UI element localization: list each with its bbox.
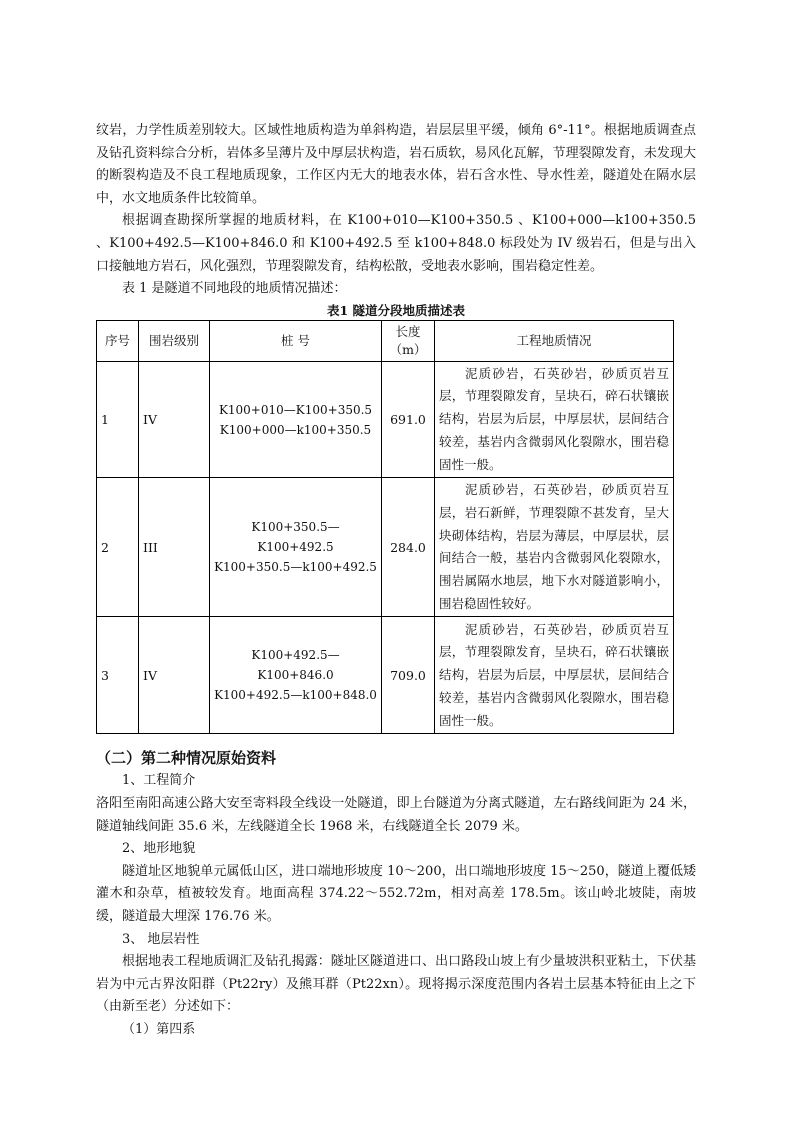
description-text: 泥质砂岩，石英砂岩，砂质页岩互层，岩石新鲜，节理裂隙不甚发育，呈大块砌体结构，岩层为薄层，中厚层状，层间结合一般，基岩内含微弱风化裂隙水，围岩属隔水地层，地下水对隧道影响小，围岩稳固性较好。 (439, 482, 669, 611)
row-stake (210, 478, 382, 617)
subsection-title-project: 1、工程简介 (122, 773, 196, 789)
section-heading: （二）第二种情况原始资料 (96, 749, 277, 768)
description-text: 泥质砂岩，石英砂岩，砂质页岩互层，节理裂隙发育，呈块石，碎石状镶嵌结构，岩层为后层，中厚层状，层间结合较差，基岩内含微弱风化裂隙水，围岩稳固性一般。 (439, 621, 669, 728)
stake-line: K100+350.5—K100+492.5 (251, 520, 340, 555)
row-stake (210, 361, 382, 478)
stake-line: K100+350.5—k100+492.5 (214, 560, 377, 575)
row-description (435, 361, 674, 478)
project-paragraph: 洛阳至南阳高速公路大安至寄料段全线设一处隧道，即上台隧道为分离式隧道，左右路线间距为 24 米，隧道轴线间距 35.6 米，左线隧道全长 1968 米，右线隧道全长 2079 米。 (96, 796, 696, 834)
intro-paragraph-3: 表 1 是隧道不同地段的地质情况描述： (122, 281, 347, 297)
strata-paragraph: 根据地表工程地质调汇及钻孔揭露：隧址区隧道进口、出口路段山坡上有少量坡洪积亚粘土，下伏基岩为中元古界汝阳群（Pt22ry）及熊耳群（Pt22xn）。现将揭示深度范围内各岩土层基本特征由上之下（由新至老）分述如下： (96, 954, 696, 1015)
row-length: 691.0 (382, 361, 435, 478)
row-length: 709.0 (382, 617, 435, 734)
subsection-title-terrain: 2、地形地貌 (122, 841, 196, 857)
header-stake: 桩 号 (210, 320, 382, 361)
header-length: 长度（m） (382, 320, 435, 361)
strata-item-quaternary: （1）第四系 (122, 1022, 196, 1038)
table-caption: 表1 隧道分段地质描述表 (326, 302, 466, 318)
row-description (435, 478, 674, 617)
table-header-row (97, 320, 674, 361)
row-no: 3 (97, 617, 139, 734)
header-grade: 围岩级别 (139, 320, 210, 361)
table-row (97, 478, 674, 617)
intro-paragraph-2: 根据调查勘探所掌握的地质材料，在 K100+010—K100+350.5 、K100+000—k100+350.5 、K100+492.5—K100+846.0 和 K100+492.5 至 k100+848.0 标段处为 IV 级岩石，但是与出入口接触地方岩石，风化强烈，节理裂隙发育，结构松散，受地表水影响，围岩稳定性差。 (96, 213, 696, 274)
stake-line: K100+492.5—K100+846.0 (251, 648, 340, 683)
row-grade: IV (139, 361, 210, 478)
row-grade: IV (139, 617, 210, 734)
stake-line: K100+010—K100+350.5 (218, 402, 373, 417)
row-no: 1 (97, 361, 139, 478)
row-stake (210, 617, 382, 734)
terrain-paragraph: 隧道址区地貌单元属低山区，进口端地形坡度 10～200，出口端地形坡度 15～250，隧道上覆低矮灌木和杂草，植被较发育。地面高程 374.22～552.72m，相对高差 178.5m。该山岭北坡陡，南坡缓，隧道最大埋深 176.76 米。 (96, 863, 696, 925)
document-page (96, 120, 696, 1042)
intro-paragraph-1: 纹岩，力学性质差别较大。区域性地质构造为单斜构造，岩层层里平缓，倾角 6°-11°。根据地质调查点及钻孔资料综合分析，岩体多呈薄片及中厚层状构造，岩石质软，易风化瓦解，节理裂隙发育，未发现大的断裂构造及不良工程地质现象，工作区内无大的地表水体，岩石含水性、导水性差，隧道处在隔水层中，水文地质条件比较简单。 (96, 123, 696, 206)
header-no: 序号 (97, 320, 139, 361)
row-grade: III (139, 478, 210, 617)
row-no: 2 (97, 478, 139, 617)
row-description (435, 617, 674, 734)
row-length: 284.0 (382, 478, 435, 617)
description-text: 泥质砂岩，石英砂岩，砂质页岩互层，节理裂隙发育，呈块石，碎石状镶嵌结构，岩层为后层，中厚层状，层间结合较差，基岩内含微弱风化裂隙水，围岩稳固性一般。 (439, 365, 669, 472)
table-row (97, 361, 674, 478)
subsection-title-strata: 3、 地层岩性 (122, 931, 200, 947)
stake-line: K100+000—k100+350.5 (219, 422, 372, 437)
table-row (97, 617, 674, 734)
header-description: 工程地质情况 (435, 320, 674, 361)
geology-table (96, 320, 674, 735)
stake-line: K100+492.5—k100+848.0 (214, 688, 377, 703)
